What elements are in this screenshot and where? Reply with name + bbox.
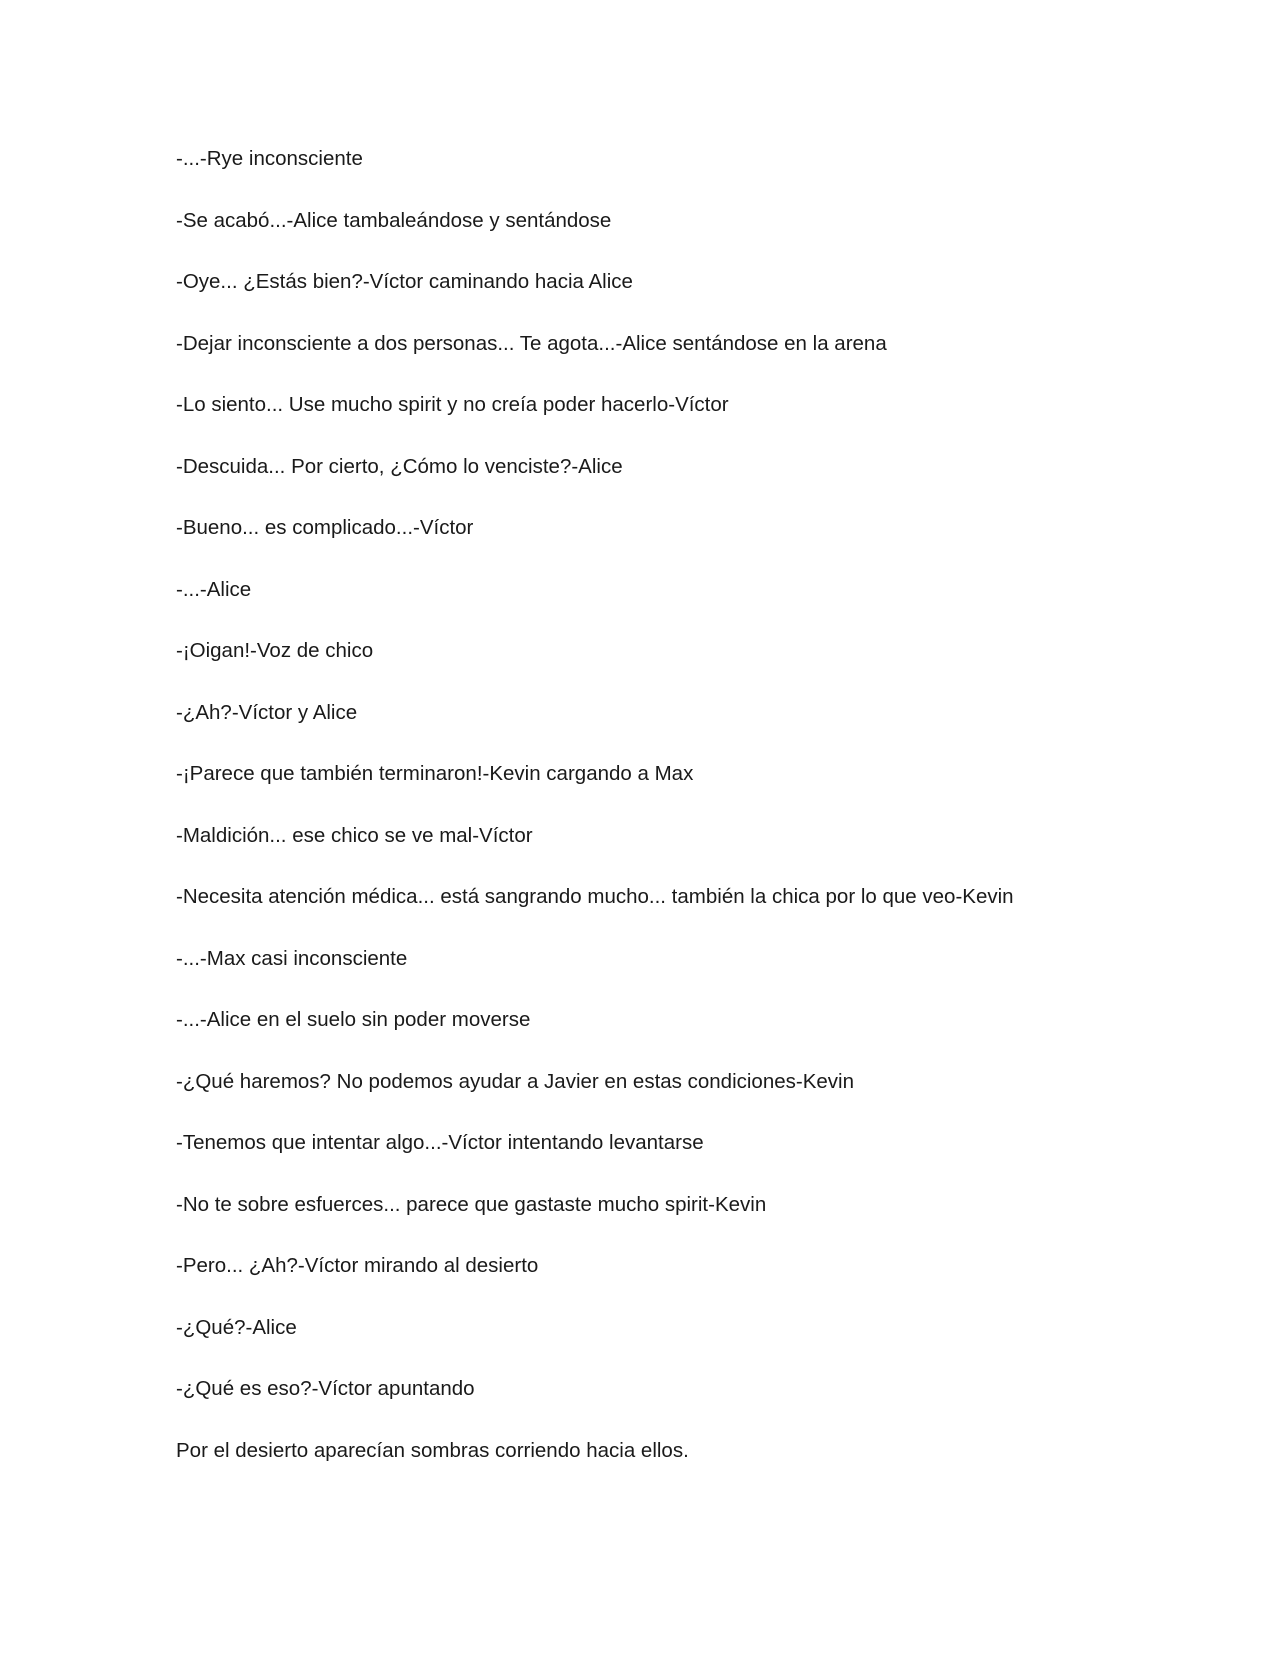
dialogue-line: -No te sobre esfuerces... parece que gastaste mucho spirit-Kevin — [176, 1192, 767, 1216]
dialogue-line: -Tenemos que intentar algo...-Víctor intentando levantarse — [176, 1131, 704, 1154]
dialogue-line: -Dejar inconsciente a dos personas... Te agota...-Alice sentándose en la arena — [176, 331, 887, 355]
dialogue-line: -¿Qué es eso?-Víctor apuntando — [176, 1377, 475, 1400]
dialogue-line: -Necesita atención médica... está sangrando mucho... también la chica por lo que veo-Kevin — [176, 885, 1014, 908]
dialogue-line: -Se acabó...-Alice tambaleándose y sentándose — [176, 208, 612, 232]
narration-line: Por el desierto aparecían sombras corriendo hacia ellos. — [176, 1438, 689, 1462]
dialogue-text — [176, 146, 1176, 1499]
dialogue-line: -Bueno... es complicado...-Víctor — [176, 516, 474, 539]
dialogue-line: -...-Rye inconsciente — [176, 147, 363, 170]
dialogue-line: -Descuida... Por cierto, ¿Cómo lo venciste?-Alice — [176, 454, 623, 478]
dialogue-line: -Maldición... ese chico se ve mal-Víctor — [176, 823, 533, 847]
dialogue-line: -¡Oigan!-Voz de chico — [176, 639, 374, 662]
dialogue-line: -Pero... ¿Ah?-Víctor mirando al desierto — [176, 1254, 539, 1277]
dialogue-line: -¿Ah?-Víctor y Alice — [176, 700, 358, 724]
dialogue-line: -¡Parece que también terminaron!-Kevin cargando a Max — [176, 762, 694, 785]
dialogue-line: -Oye... ¿Estás bien?-Víctor caminando hacia Alice — [176, 270, 633, 293]
dialogue-line: -...-Alice — [176, 577, 252, 601]
dialogue-line: -Lo siento... Use mucho spirit y no creía poder hacerlo-Víctor — [176, 393, 729, 416]
dialogue-line: -...-Max casi inconsciente — [176, 946, 408, 970]
dialogue-line: -¿Qué haremos? No podemos ayudar a Javier en estas condiciones-Kevin — [176, 1069, 854, 1093]
dialogue-line: -¿Qué?-Alice — [176, 1315, 297, 1339]
dialogue-line: -...-Alice en el suelo sin poder moverse — [176, 1008, 531, 1031]
